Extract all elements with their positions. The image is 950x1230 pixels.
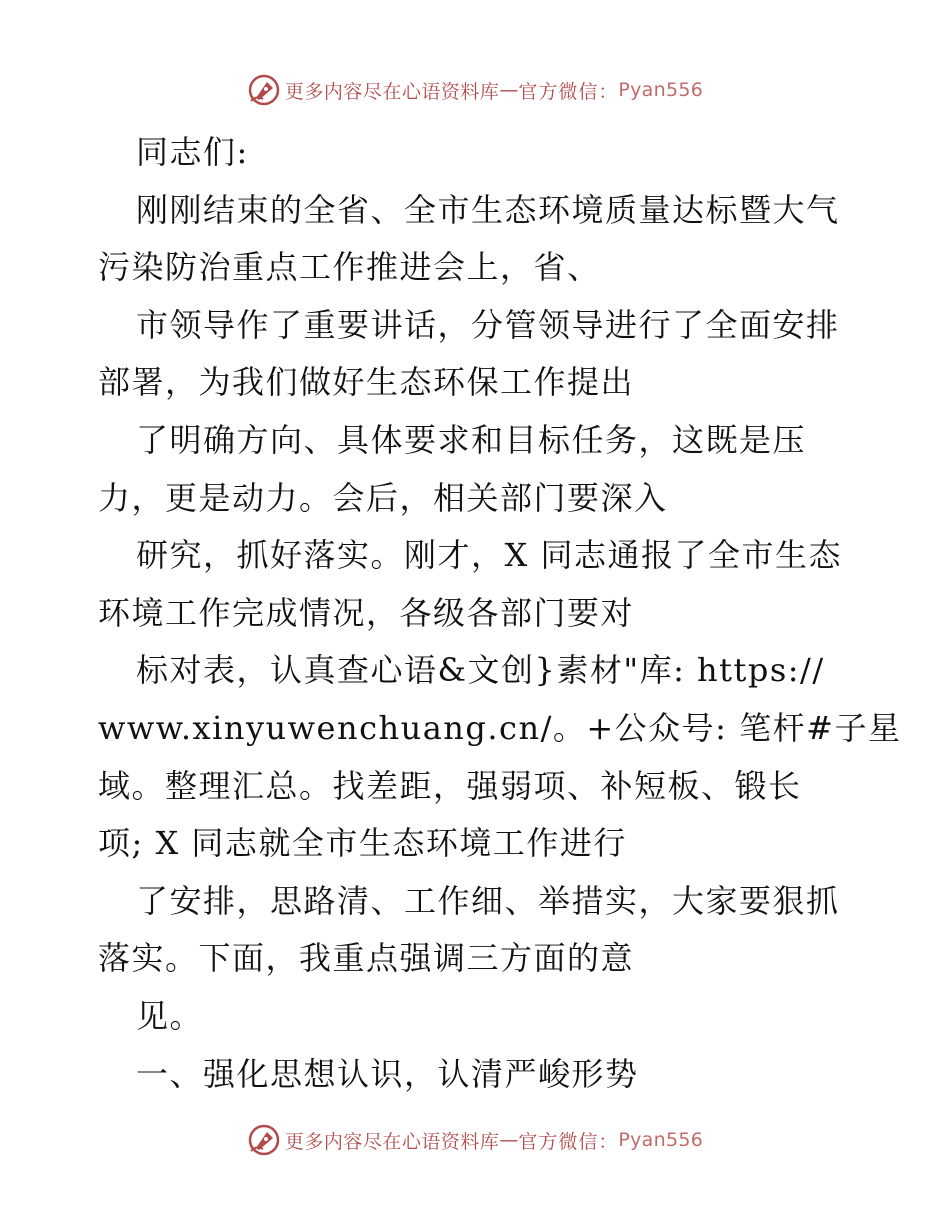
paragraph-line: 研究，抓好落实。刚才，X 同志通报了全市生态 xyxy=(136,536,842,575)
banner-main-text: 更多内容尽在心语资料库 xyxy=(284,1130,500,1153)
footer-watermark-banner xyxy=(0,1120,950,1160)
pen-nib-logo-icon xyxy=(247,1123,281,1157)
paragraph-line: 刚刚结束的全省、全市生态环境质量达标暨大气 xyxy=(136,190,840,229)
paragraph-line: 环境工作完成情况，各级各部门要对 xyxy=(98,593,635,632)
paragraph-line: 市领导作了重要讲话，分管领导进行了全面安排 xyxy=(136,305,840,344)
salutation-line: 同志们: xyxy=(136,133,249,171)
paragraph-line: 污染防治重点工作推进会上，省、 xyxy=(98,248,601,287)
paragraph-line: 见。 xyxy=(136,996,204,1035)
pen-nib-logo-icon xyxy=(247,73,281,107)
banner-wechat-label: 官方微信： xyxy=(518,80,619,103)
banner-wechat-label: 官方微信： xyxy=(518,1130,619,1153)
paragraph-line: www.xinyuwenchuang.cn/。+公众号: 笔杆#子星 xyxy=(98,708,902,747)
banner-dash: — xyxy=(499,79,519,101)
banner-dash: — xyxy=(499,1129,519,1151)
paragraph-line: 部署，为我们做好生态环保工作提出 xyxy=(98,363,635,402)
paragraph-line: 了明确方向、具体要求和目标任务，这既是压 xyxy=(136,420,807,459)
paragraph-line: 落实。下面，我重点强调三方面的意 xyxy=(98,939,635,978)
header-watermark-banner xyxy=(0,70,950,110)
section-heading: 一、强化思想认识，认清严峻形势 xyxy=(136,1054,639,1093)
banner-wechat-id: Pyan556 xyxy=(618,1129,704,1151)
paragraph-line: 域。整理汇总。找差距，强弱项、补短板、锻长 xyxy=(98,766,802,805)
banner-wechat-id: Pyan556 xyxy=(618,79,704,101)
paragraph-line: 标对表，认真查心语&文创}素材"库: https:// xyxy=(136,651,825,690)
banner-main-text: 更多内容尽在心语资料库 xyxy=(284,80,500,103)
paragraph-line: 了安排，思路清、工作细、举措实，大家要狠抓 xyxy=(136,881,840,920)
paragraph-line: 力，更是动力。会后，相关部门要深入 xyxy=(98,478,668,517)
document-body xyxy=(98,124,902,1103)
paragraph-line: 项; X 同志就全市生态环境工作进行 xyxy=(98,824,627,863)
